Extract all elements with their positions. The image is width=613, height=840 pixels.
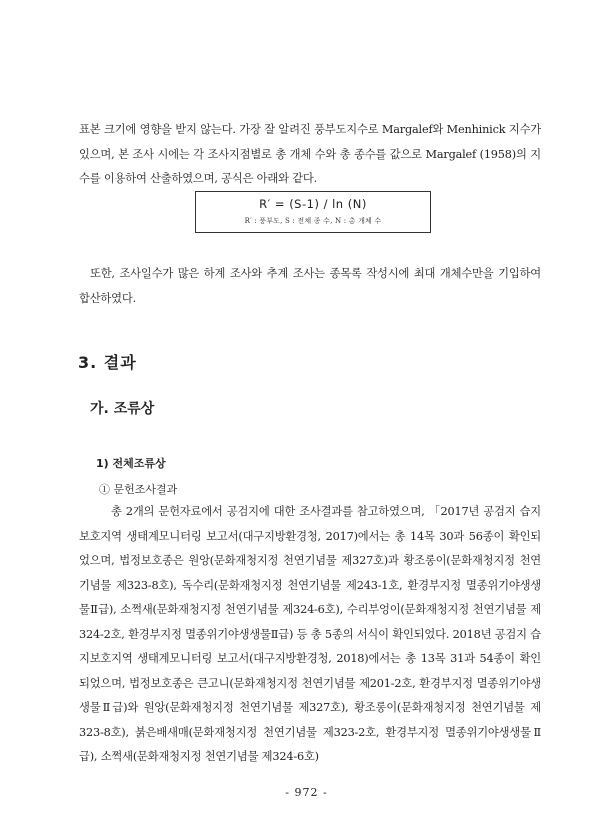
- literature-paragraph: 총 2개의 문헌자료에서 공검지에 대한 조사결과를 참고하였으며, 「2017년 공검지 습지보호지역 생태계모니터링 보고서(대구지방환경청, 2017)에서는 총 14목 30과 56종이 확인되었으며, 법정보호종은 원앙(문화재청지정 천연기념물 제327호)과 황조롱이(문화재청지정 천연기념물 제323-8호), 독수리(문화재청지정 천연기념물 제243-1호, 환경부지정 멸종위기야생생물Ⅱ급), 소쩍새(문화재청지정 천연기념물 제324-6호), 수리부엉이(문화재청지정 천연기념물 제324-2호, 환경부지정 멸종위기야생생물Ⅱ급) 등 총 5종의 서식이 확인되었다. 2018년 공검지 습지보호지역 생태계모니터링 보고서(대구지방환경청, 2018)에서는 총 13목 31과 54종이 확인되었으며, 법정보호종은 큰고니(문화재청지정 천연기념물 제201-2호, 환경부지정 멸종위기야생생물Ⅱ급)와 원앙(문화재청지정 천연기념물 제327호), 황조롱이(문화재청지정 천연기념물 제323-8호), 붉은배새매(문화재청지정 천연기념물 제323-2호, 환경부지정 멸종위기야생생물Ⅱ급), 소쩍새(문화재청지정 천연기념물 제324-6호): [79, 505, 541, 763]
- item-title: ① 문헌조사결과: [99, 483, 178, 496]
- page-number: - 972 -: [285, 786, 328, 799]
- subsection-title: 가. 조류상: [90, 401, 155, 417]
- section-title: 3. 결과: [78, 353, 137, 372]
- formula-equation: R′ = (S-1) / ln (N): [259, 197, 367, 211]
- intro-paragraph: 표본 크기에 영향을 받지 않는다. 가장 잘 알려진 풍부도지수로 Margalef와 Menhinick 지수가 있으며, 본 조사 시에는 각 조사지점별로 총 개체 수와 총 종수를 값으로 Margalef (1958)의 지수를 이용하여 산출하였으며, 공식은 아래와 같다.: [79, 123, 541, 185]
- survey-paragraph: 또한, 조사일수가 많은 하계 조사와 추계 조사는 종목록 작성시에 최대 개체수만을 기입하여 합산하였다.: [79, 267, 541, 305]
- sub-subsection-title: 1) 전체조류상: [96, 457, 166, 470]
- formula-legend: R′ : 풍부도, S : 전체 종 수, N : 총 개체 수: [244, 217, 382, 225]
- formula-box: [195, 191, 431, 233]
